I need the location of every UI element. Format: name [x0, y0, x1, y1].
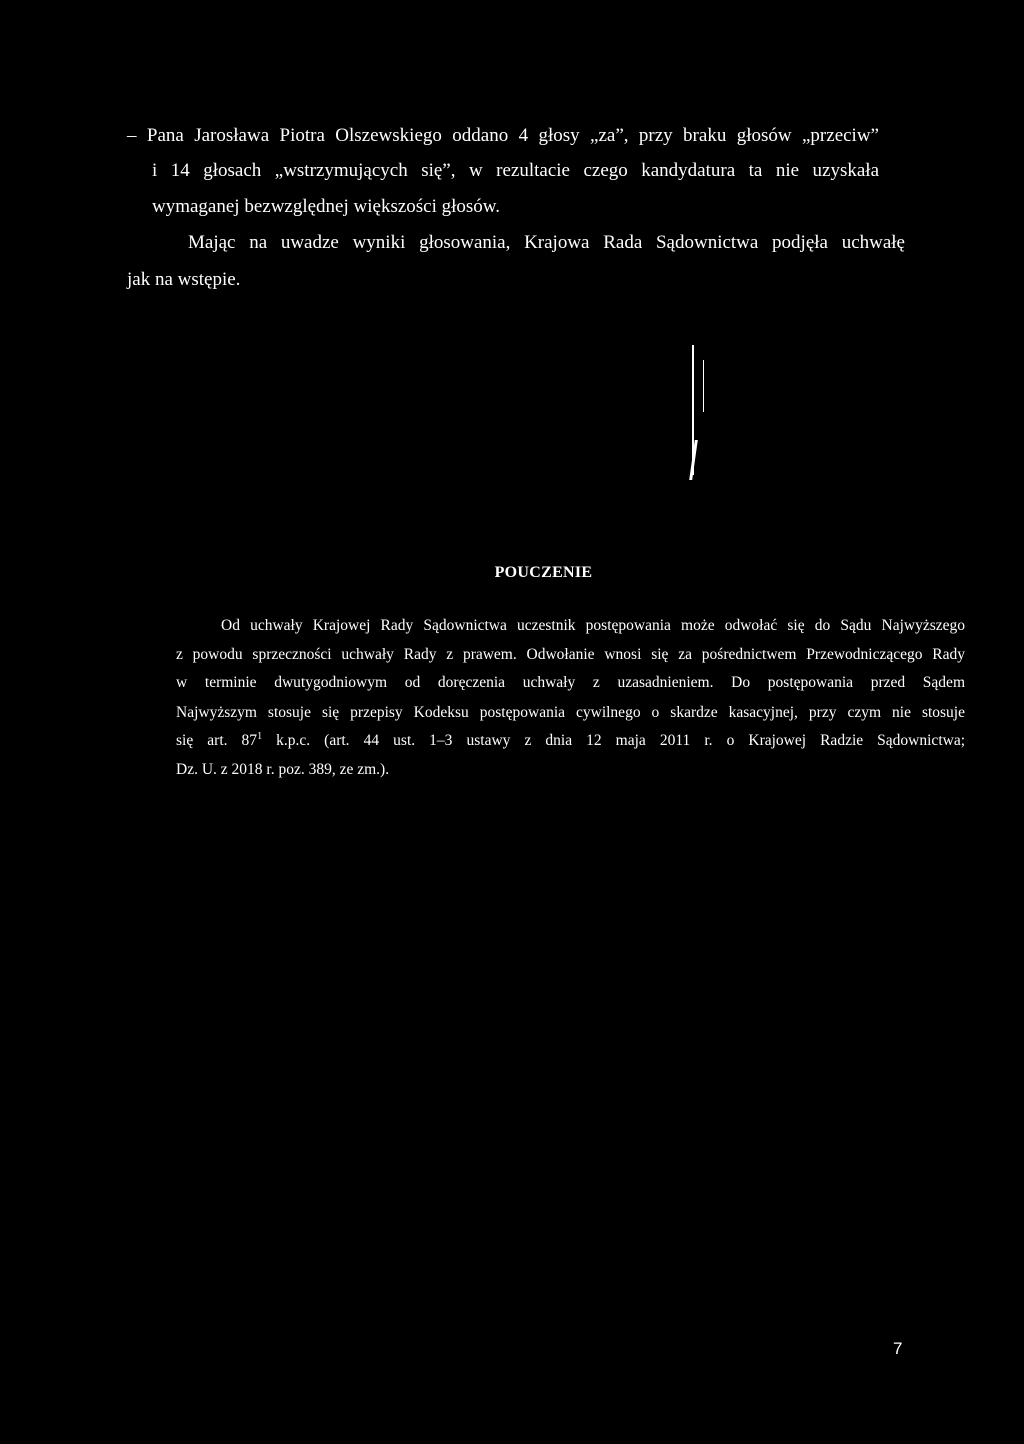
- notice-line-3: w terminie dwutygodniowym od doręczenia uchwały z uzasadnieniem. Do postępowania przed Sądem: [176, 674, 965, 691]
- page-number: 7: [893, 1339, 903, 1358]
- upper-line-1: – Pana Jarosława Piotra Olszewskiego oddano 4 głosy „za”, przy braku głosów „przeciw”: [127, 125, 879, 146]
- notice-line-5-start: się art. 87: [176, 732, 258, 749]
- notice-line-4: Najwyższym stosuje się przepisy Kodeksu postępowania cywilnego o skardze kasacyjnej, przy czym nie stosuje: [176, 704, 965, 721]
- upper-line-4: Mając na uwadze wyniki głosowania, Krajowa Rada Sądownictwa podjęła uchwałę: [188, 232, 905, 253]
- notice-line-1: Od uchwały Krajowej Rady Sądownictwa uczestnik postępowania może odwołać się do Sądu Najwyższego: [221, 617, 965, 634]
- upper-line-5: jak na wstępie.: [127, 269, 241, 290]
- notice-heading: POUCZENIE: [494, 564, 593, 581]
- footnote-superscript: 1: [257, 730, 263, 742]
- notice-line-5-end: k.p.c. (art. 44 ust. 1–3 ustawy z dnia 12 maja 2011 r. o Krajowej Radzie Sądownictwa;: [262, 732, 966, 749]
- notice-line-2: z powodu sprzeczności uchwały Rady z prawem. Odwołanie wnosi się za pośrednictwem Przewodniczącego Rady: [176, 646, 965, 663]
- upper-line-3: wymaganej bezwzględnej większości głosów.: [152, 196, 501, 217]
- upper-line-2: i 14 głosach „wstrzymujących się”, w rezultacie czego kandydatura ta nie uzyskała: [152, 160, 879, 181]
- notice-line-6: Dz. U. z 2018 r. poz. 389, ze zm.).: [176, 761, 390, 778]
- notice-line-5: [176, 731, 965, 751]
